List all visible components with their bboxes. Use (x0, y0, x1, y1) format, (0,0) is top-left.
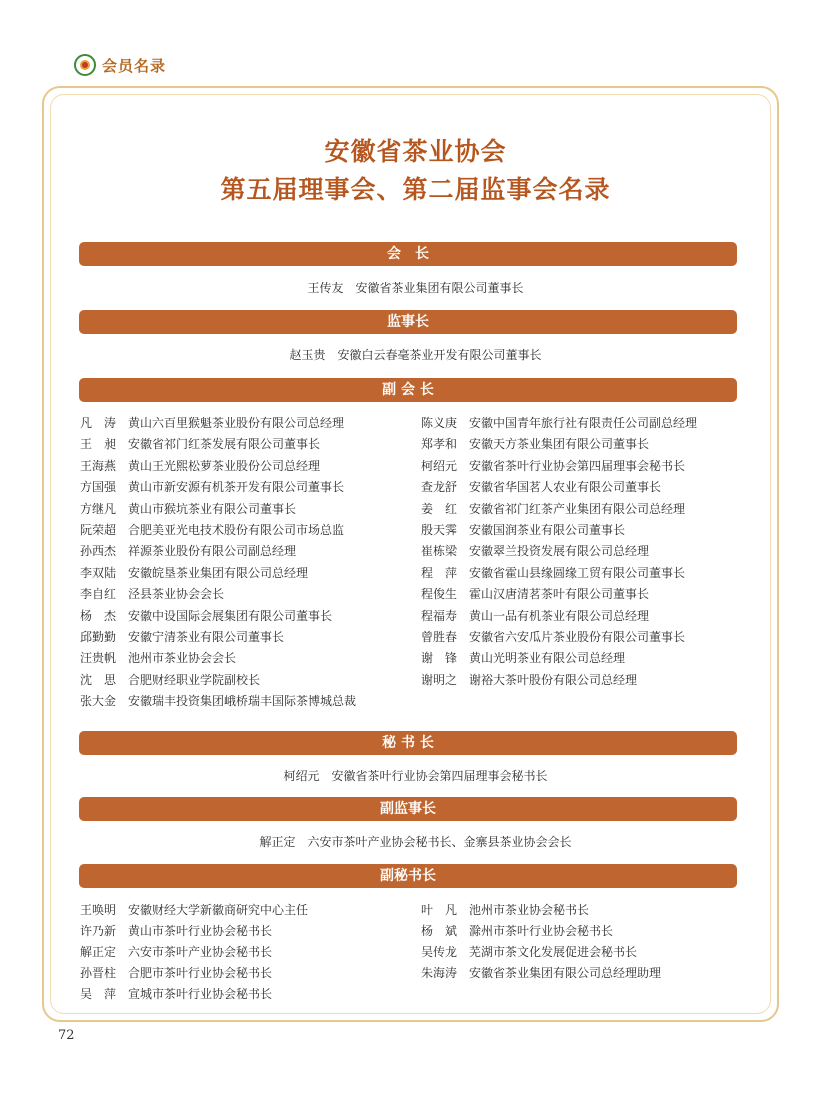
member-position: 谢裕大茶叶股份有限公司总经理 (469, 672, 638, 687)
member-name: 姜 红 (421, 501, 458, 516)
list-item (421, 900, 661, 921)
supervisor-chief-entry: 赵玉贵 安徽白云春毫茶业开发有限公司董事长 (289, 348, 542, 362)
list-item (421, 606, 697, 627)
member-name: 李自红 (80, 587, 117, 602)
member-name: 王 昶 (80, 437, 117, 452)
list-item (421, 434, 697, 455)
member-position: 池州市茶业协会秘书长 (469, 903, 590, 917)
section-heading-deputy-secretaries: 副秘书长 (79, 864, 737, 888)
member-position: 祥源茶业股份有限公司副总经理 (128, 544, 297, 559)
list-item (80, 942, 308, 963)
member-position: 池州市茶业协会会长 (128, 651, 237, 666)
member-name: 孙晋柱 (80, 966, 117, 980)
member-position: 安徽国润茶业有限公司董事长 (469, 523, 626, 538)
list-item (421, 584, 697, 605)
list-item (80, 434, 356, 455)
list-item (80, 520, 356, 541)
deputy-secretary-list-right (421, 900, 661, 984)
list-item (80, 963, 308, 984)
list-item (80, 648, 356, 669)
member-name: 查龙舒 (421, 480, 458, 495)
list-item (80, 691, 356, 712)
member-name: 殷天霁 (421, 523, 458, 538)
list-item (80, 456, 356, 477)
vice-president-list-right (421, 413, 697, 691)
member-position: 黄山王光熙松萝茶业股份公司总经理 (128, 458, 321, 473)
member-name: 郑孝和 (421, 437, 458, 452)
member-position: 黄山一品有机茶业有限公司总经理 (469, 608, 650, 623)
member-position: 安徽省茶叶行业协会第四届理事会秘书长 (469, 458, 686, 473)
member-name: 吴 萍 (80, 987, 117, 1001)
member-name: 李双陆 (80, 565, 117, 580)
list-item (421, 627, 697, 648)
member-name: 杨 杰 (80, 608, 117, 623)
member-position: 安徽省霍山县缘圆缘工贸有限公司董事长 (469, 565, 686, 580)
member-name: 阮荣超 (80, 523, 117, 538)
member-position: 安徽省六安瓜片茶业股份有限公司董事长 (469, 630, 686, 645)
member-position: 安徽中设国际会展集团有限公司董事长 (128, 608, 333, 623)
list-item (421, 520, 697, 541)
member-position: 霍山汉唐清茗茶叶有限公司董事长 (469, 587, 650, 602)
section-heading-supervisor-chief: 监事长 (79, 310, 737, 334)
member-position: 合肥市茶叶行业协会秘书长 (128, 966, 273, 980)
member-name: 曾胜春 (421, 630, 458, 645)
member-name: 汪贵帆 (80, 651, 117, 666)
member-name: 杨 斌 (421, 924, 458, 938)
member-name: 王唤明 (80, 903, 117, 917)
member-position: 安徽翠兰投资发展有限公司总经理 (469, 544, 650, 559)
member-position: 合肥美亚光电技术股份有限公司市场总监 (128, 523, 345, 538)
list-item (80, 606, 356, 627)
member-position: 黄山光明茶业有限公司总经理 (469, 651, 626, 666)
member-position: 安徽皖垦茶业集团有限公司总经理 (128, 565, 309, 580)
list-item (421, 541, 697, 562)
member-name: 谢明之 (421, 672, 458, 687)
page-number: 72 (58, 1028, 75, 1043)
list-item (80, 900, 308, 921)
list-item (80, 584, 356, 605)
vice-president-list-left (80, 413, 356, 713)
member-name: 柯绍元 (421, 458, 458, 473)
list-item (80, 627, 356, 648)
member-position: 安徽天方茶业集团有限公司董事长 (469, 437, 650, 452)
member-position: 合肥财经职业学院副校长 (128, 672, 261, 687)
member-name: 沈 思 (80, 672, 117, 687)
member-name: 程福寿 (421, 608, 458, 623)
member-name: 陈义庚 (421, 416, 458, 430)
member-name: 朱海涛 (421, 966, 458, 980)
list-item (421, 499, 697, 520)
page-subtitle: 第五届理事会、第二届监事会名录 (220, 175, 611, 204)
member-name: 凡 涛 (80, 416, 117, 430)
member-position: 泾县茶业协会会长 (128, 587, 225, 602)
list-item (421, 963, 661, 984)
section-tag (74, 54, 166, 76)
member-name: 王海燕 (80, 458, 117, 473)
list-item (80, 541, 356, 562)
member-position: 安徽财经大学新徽商研究中心主任 (128, 903, 309, 917)
member-name: 方继凡 (80, 501, 117, 516)
member-name: 叶 凡 (421, 903, 458, 917)
section-tag-label: 会员名录 (102, 56, 167, 75)
list-item (80, 413, 356, 434)
list-item (421, 563, 697, 584)
member-position: 安徽中国青年旅行社有限责任公司副总经理 (469, 416, 698, 430)
member-name: 程 萍 (421, 565, 458, 580)
member-position: 安徽省华国茗人农业有限公司董事长 (469, 480, 662, 495)
vice-supervisor-entry: 解正定 六安市茶叶产业协会秘书长、金寨县茶业协会会长 (259, 835, 572, 849)
list-item (421, 670, 697, 691)
list-item (421, 942, 661, 963)
member-position: 六安市茶叶产业协会秘书长 (128, 945, 273, 959)
member-position: 黄山市茶叶行业协会秘书长 (128, 924, 273, 938)
list-item (421, 921, 661, 942)
list-item (421, 413, 697, 434)
member-name: 程俊生 (421, 587, 458, 602)
member-name: 谢 锋 (421, 651, 458, 666)
list-item (421, 456, 697, 477)
secretary-general-entry: 柯绍元 安徽省茶叶行业协会第四届理事会秘书长 (283, 769, 548, 783)
section-heading-president: 会 长 (79, 242, 737, 266)
member-position: 安徽省祁门红茶发展有限公司董事长 (128, 437, 321, 452)
member-position: 安徽省茶业集团有限公司总经理助理 (469, 966, 662, 980)
member-position: 安徽省祁门红茶产业集团有限公司总经理 (469, 501, 686, 516)
member-position: 黄山六百里猴魁茶业股份有限公司总经理 (128, 416, 345, 430)
member-name: 方国强 (80, 480, 117, 495)
member-position: 黄山市新安源有机茶开发有限公司董事长 (128, 480, 345, 495)
president-entry: 王传友 安徽省茶业集团有限公司董事长 (307, 281, 524, 295)
member-name: 孙西杰 (80, 544, 117, 559)
list-item (80, 670, 356, 691)
member-position: 宣城市茶叶行业协会秘书长 (128, 987, 273, 1001)
section-heading-secretary-general: 秘 书 长 (79, 731, 737, 755)
member-position: 滁州市茶叶行业协会秘书长 (469, 924, 614, 938)
member-name: 张大金 (80, 694, 117, 709)
list-item (80, 563, 356, 584)
page-title: 安徽省茶业协会 (324, 137, 507, 166)
deputy-secretary-list-left (80, 900, 308, 1005)
member-name: 解正定 (80, 945, 117, 959)
member-name: 崔栋梁 (421, 544, 458, 559)
association-logo-icon (74, 54, 96, 76)
section-heading-vice-supervisor: 副监事长 (79, 797, 737, 821)
list-item (421, 648, 697, 669)
member-name: 邱勤勤 (80, 630, 117, 645)
member-name: 许乃新 (80, 924, 117, 938)
member-position: 安徽宁清茶业有限公司董事长 (128, 630, 285, 645)
list-item (80, 921, 308, 942)
list-item (80, 477, 356, 498)
member-position: 芜湖市茶文化发展促进会秘书长 (469, 945, 638, 959)
list-item (80, 984, 308, 1005)
list-item (80, 499, 356, 520)
member-position: 安徽瑞丰投资集团峨桥瑞丰国际茶博城总裁 (128, 694, 357, 709)
member-name: 吴传龙 (421, 945, 458, 959)
section-heading-vice-presidents: 副 会 长 (79, 378, 737, 402)
member-position: 黄山市猴坑茶业有限公司董事长 (128, 501, 297, 516)
list-item (421, 477, 697, 498)
